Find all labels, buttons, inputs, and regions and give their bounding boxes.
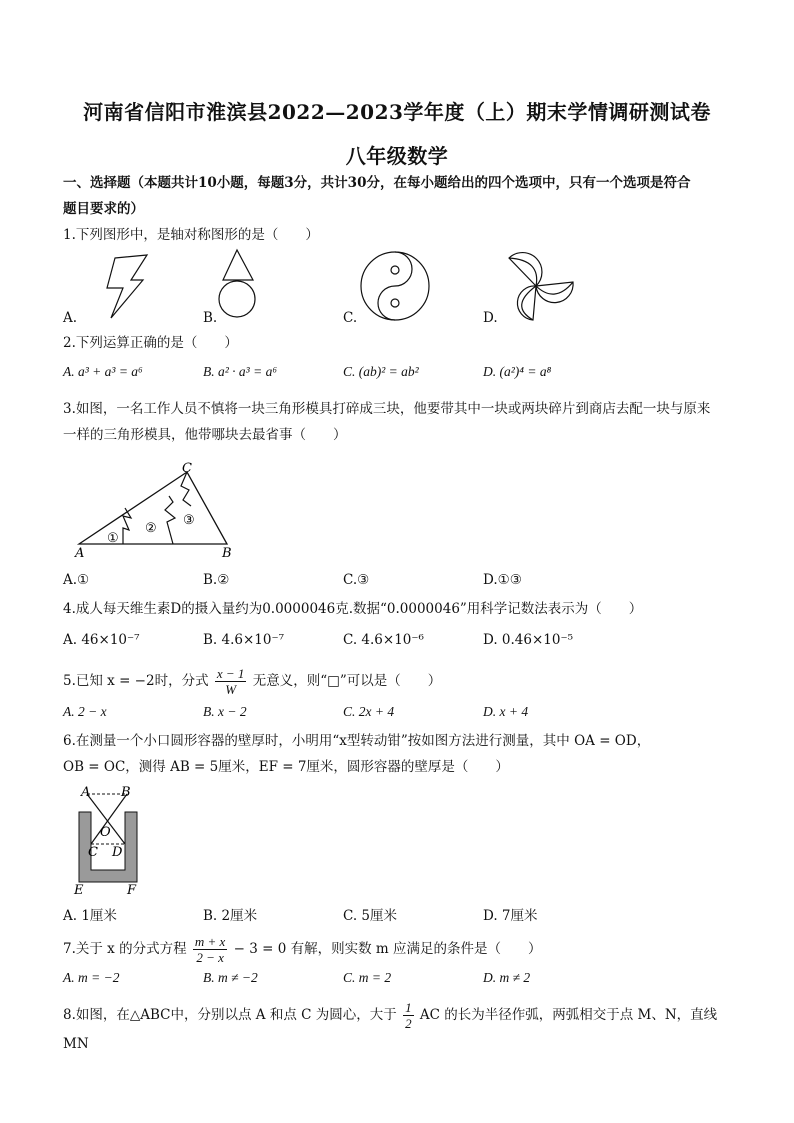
q5-stem-post: 无意义，则“□”可以是（ ） bbox=[252, 673, 442, 689]
q3-option-b[interactable]: B.② bbox=[203, 572, 230, 588]
q4-option-c[interactable]: C. 4.6×10⁻⁶ bbox=[343, 632, 424, 648]
q7-option-d[interactable]: D. m ≠ 2 bbox=[483, 970, 531, 985]
q7-option-c[interactable]: C. m = 2 bbox=[343, 970, 392, 985]
q7-stem-pre: 7.关于 x 的分式方程 bbox=[63, 941, 187, 957]
q7-frac-den: 2 − x bbox=[196, 950, 224, 965]
q4-option-d[interactable]: D. 0.46×10⁻⁵ bbox=[483, 632, 574, 648]
lightning-shape bbox=[107, 255, 147, 318]
question-4-options bbox=[63, 632, 743, 658]
q2-option-c[interactable]: C. (ab)² = ab² bbox=[343, 364, 419, 379]
container-caliper-figure bbox=[63, 782, 153, 897]
q3-option-c[interactable]: C.③ bbox=[343, 572, 370, 588]
q5-option-c[interactable]: C. 2x + 4 bbox=[343, 704, 395, 719]
label-b: B bbox=[121, 785, 131, 800]
q8-stem-pre: 8.如图，在△ABC中，分别以点 A 和点 C 为圆心，大于 bbox=[63, 1007, 397, 1023]
q8-fraction bbox=[403, 1000, 414, 1031]
q5-fraction bbox=[215, 666, 247, 697]
q6-option-d[interactable]: D. 7厘米 bbox=[483, 908, 538, 924]
q8-frac-den: 2 bbox=[405, 1016, 412, 1031]
question-4-stem: 4.成人每天维生素D的摄入量约为0.0000046克.数据“0.0000046”用科学记数法表示为（ ） bbox=[63, 601, 643, 617]
label-c: C bbox=[182, 461, 192, 476]
q3-stem-line1: 3.如图，一名工作人员不慎将一块三角形模具打碎成三块，他要带其中一块或两块碎片到商店去配一块与原来 bbox=[63, 401, 711, 417]
piece-1-label: ① bbox=[107, 531, 119, 546]
q6-stem-line1: 6.在测量一个小口圆形容器的壁厚时，小明用“x型转动钳”按如图方法进行测量，其中 OA = OD， bbox=[63, 733, 651, 749]
question-8-stem bbox=[63, 1000, 733, 1057]
q3-option-a[interactable]: A.① bbox=[63, 572, 90, 588]
q7-frac-num: m + x bbox=[194, 934, 226, 949]
q6-option-a[interactable]: A. 1厘米 bbox=[63, 908, 117, 924]
q7-fraction bbox=[193, 934, 227, 965]
label-f: F bbox=[127, 883, 137, 897]
q2-option-d[interactable]: D. (a²)⁴ = a⁸ bbox=[483, 364, 552, 379]
q6-option-c[interactable]: C. 5厘米 bbox=[343, 908, 398, 924]
q8-frac-num: 1 bbox=[405, 1000, 412, 1015]
q2-option-a[interactable]: A. a³ + a³ = a⁶ bbox=[63, 364, 143, 379]
q3-option-d[interactable]: D.①③ bbox=[483, 572, 522, 588]
q1-option-b[interactable]: B. bbox=[203, 310, 218, 326]
question-5-options bbox=[63, 704, 743, 730]
section-heading-line1: 一、选择题（本题共计10小题，每题3分，共计30分，在每小题给出的四个选项中，只有一个选项是符合 bbox=[63, 175, 691, 191]
q3-stem-line2: 一样的三角形模具，他带哪块去最省事（ ） bbox=[63, 427, 347, 443]
q1-option-c[interactable]: C. bbox=[343, 310, 358, 326]
question-2-stem: 2.下列运算正确的是（ ） bbox=[63, 335, 238, 351]
question-5-stem bbox=[63, 666, 733, 697]
section-heading-line2: 题目要求的） bbox=[63, 201, 144, 217]
q8-stem-post: AC 的长为半径作弧，两弧相交于点 M、N，直线 MN bbox=[63, 1007, 718, 1052]
question-6-options bbox=[63, 904, 743, 930]
q5-option-a[interactable]: A. 2 − x bbox=[63, 704, 107, 719]
question-7-options bbox=[63, 970, 743, 996]
exam-title: 河南省信阳市淮滨县2022—2023学年度（上）期末学情调研测试卷 bbox=[83, 100, 711, 124]
triangle-circle-shape bbox=[219, 250, 255, 317]
question-2-options bbox=[63, 364, 743, 390]
exam-subtitle: 八年级数学 bbox=[345, 144, 449, 168]
label-c: C bbox=[88, 845, 98, 860]
q6-option-b[interactable]: B. 2厘米 bbox=[203, 908, 258, 924]
q5-option-b[interactable]: B. x − 2 bbox=[203, 704, 247, 719]
label-d: D bbox=[112, 845, 123, 860]
label-a: A bbox=[75, 546, 85, 560]
label-e: E bbox=[74, 883, 84, 897]
q1-option-d[interactable]: D. bbox=[483, 310, 498, 326]
q4-option-b[interactable]: B. 4.6×10⁻⁷ bbox=[203, 632, 284, 648]
label-a: A bbox=[81, 785, 91, 800]
question-6-stem bbox=[63, 728, 733, 780]
q4-option-a[interactable]: A. 46×10⁻⁷ bbox=[63, 632, 140, 648]
label-b: B bbox=[222, 546, 232, 560]
question-7-stem bbox=[63, 934, 733, 965]
q5-frac-den: W bbox=[225, 682, 237, 697]
piece-3-label: ③ bbox=[183, 513, 195, 528]
question-3-stem bbox=[63, 396, 733, 448]
section-heading bbox=[63, 170, 733, 222]
q7-option-a[interactable]: A. m = −2 bbox=[63, 970, 120, 985]
q7-option-b[interactable]: B. m ≠ −2 bbox=[203, 970, 258, 985]
question-1-stem: 1.下列图形中，是轴对称图形的是（ ） bbox=[63, 227, 319, 243]
q7-stem-post: − 3 = 0 有解，则实数 m 应满足的条件是（ ） bbox=[233, 941, 542, 957]
q5-option-d[interactable]: D. x + 4 bbox=[483, 704, 529, 719]
broken-triangle-figure bbox=[63, 460, 253, 560]
question-3-options bbox=[63, 572, 743, 598]
q6-stem-line2: OB = OC，测得 AB = 5厘米，EF = 7厘米，圆形容器的壁厚是（ ） bbox=[63, 759, 509, 775]
q5-stem-pre: 5.已知 x = −2时，分式 bbox=[63, 673, 209, 689]
piece-2-label: ② bbox=[145, 521, 157, 536]
label-o: O bbox=[100, 825, 111, 840]
q5-frac-num: x − 1 bbox=[216, 666, 245, 681]
q1-option-a[interactable]: A. bbox=[63, 310, 78, 326]
q2-option-b[interactable]: B. a² · a³ = a⁶ bbox=[203, 364, 278, 379]
